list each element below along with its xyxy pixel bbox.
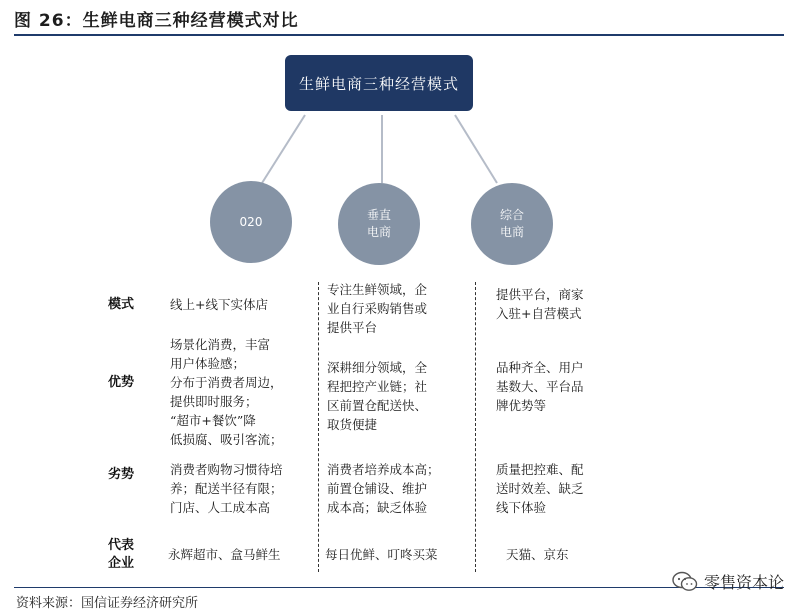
cell-mode-vertical: 专注生鲜领域，企 业自行采购销售或 提供平台 [327, 282, 428, 335]
cell-representative-vertical: 每日优鲜、叮咚买菜 [325, 547, 438, 562]
connector-o2o [262, 115, 305, 183]
root-node: 生鲜电商三种经营模式 [285, 55, 473, 111]
connector-general [455, 115, 497, 183]
cell-advantage-o2o: 场景化消费，丰富 用户体验感； 分布于消费者周边， 提供即时服务； “超市+餐饮”降 低损腐、吸引客流； [170, 337, 283, 447]
model-node-vertical: 垂直 电商 [338, 183, 420, 265]
column-divider-2 [475, 282, 476, 572]
model-node-o2o: 020 [210, 181, 292, 263]
row-label-advantage: 优势 [107, 375, 134, 390]
row-label-representative: 代表 企业 [107, 538, 134, 571]
cell-representative-o2o: 永辉超市、盒马鲜生 [168, 547, 281, 562]
source-note: 资料来源：国信证券经济研究所 [16, 596, 199, 611]
cell-disadvantage-general: 质量把控难、配 送时效差、缺乏 线下体验 [496, 462, 584, 515]
cell-advantage-general: 品种齐全、用户 基数大、平台品 牌优势等 [496, 360, 584, 413]
watermark-text: 零售资本论 [703, 573, 784, 592]
column-divider-1 [318, 282, 319, 572]
watermark [672, 570, 784, 593]
cell-disadvantage-vertical: 消费者培养成本高； 前置仓铺设、维护 成本高；缺乏体验 [327, 462, 440, 515]
row-label-disadvantage: 劣势 [107, 467, 134, 482]
cell-advantage-vertical: 深耕细分领域，全 程把控产业链；社 区前置仓配送快、 取货便捷 [327, 360, 428, 432]
wechat-icon [672, 571, 698, 593]
model-node-general: 综合 电商 [471, 183, 553, 265]
figure-title: 图 26：生鲜电商三种经营模式对比 [14, 11, 299, 31]
cell-representative-general: 天猫、京东 [506, 547, 569, 562]
cell-mode-o2o: 线上+线下实体店 [170, 297, 268, 312]
cell-mode-general: 提供平台，商家 入驻+自营模式 [496, 287, 584, 321]
bottom-rule [14, 587, 784, 588]
row-label-mode: 模式 [107, 297, 134, 312]
cell-disadvantage-o2o: 消费者购物习惯待培 养；配送半径有限； 门店、人工成本高 [170, 462, 283, 515]
